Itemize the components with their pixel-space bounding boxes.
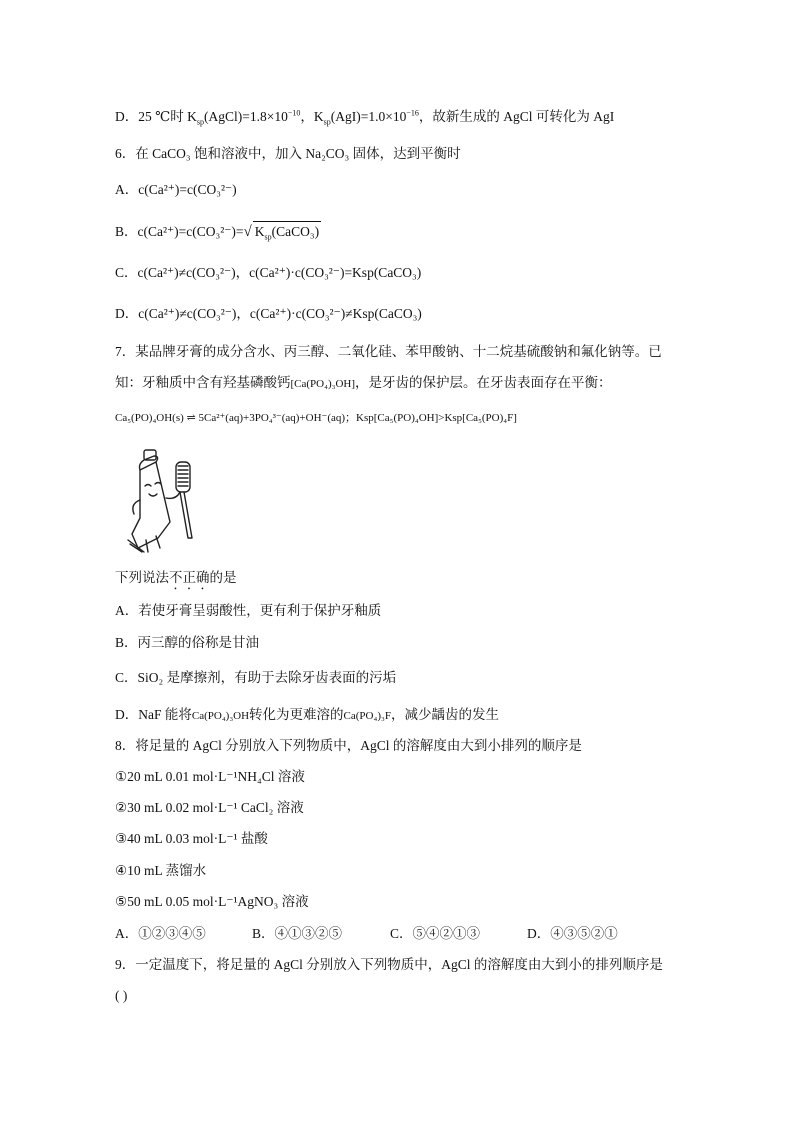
separator: ， — [300, 109, 314, 124]
ksp-agi-exponent: −16 — [406, 108, 419, 118]
q8-item-4: ④10 mL 蒸馏水 — [115, 863, 207, 878]
q7-option-b: B．丙三醇的俗称是甘油 — [115, 635, 260, 650]
ksp-agcl-value: (AgCl)=1.8×10 — [203, 109, 288, 124]
ksp-subscript: sp — [323, 117, 331, 127]
q6-b-text: B．c(Ca²⁺)=c(CO₃²⁻)= — [115, 224, 244, 239]
q9-stem: 9．一定温度下，将足量的 AgCl 分别放入下列物质中，AgCl 的溶解度由大到小的排列顺序是 — [115, 957, 663, 972]
q8-option-b: B．④①③②⑤ — [252, 926, 343, 941]
q6-option-b — [115, 221, 321, 242]
q9-answer-blank: ( ) — [115, 988, 128, 1003]
ksp-symbol: K — [313, 109, 324, 124]
q5-option-d — [115, 107, 614, 127]
hydroxyapatite-formula: [Ca(PO₄)₃OH] — [290, 378, 355, 390]
q7-prompt-text: 的是 — [209, 570, 237, 585]
q6-option-a: A．c(Ca²⁺)=c(CO₃²⁻) — [115, 182, 237, 197]
q8-stem: 8．将足量的 AgCl 分别放入下列物质中，AgCl 的溶解度由大到小排列的顺序是 — [115, 738, 582, 753]
q7-option-d — [115, 705, 499, 726]
hydroxyapatite-formula: Ca(PO₄)₃OH — [191, 710, 250, 722]
q7-stem-text: 知：牙釉质中含有羟基磷酸钙 — [115, 375, 291, 390]
sqrt-sign: √ — [243, 224, 252, 240]
q7-option-c: C．SiO₂ 是摩擦剂，有助于去除牙齿表面的污垢 — [115, 670, 397, 685]
q7-stem-line1: 7．某品牌牙膏的成分含水、丙三醇、二氧化硅、苯甲酸钠、十二烷基硫酸钠和氟化钠等。已 — [115, 344, 662, 359]
q8-item-3: ③40 mL 0.03 mol·L⁻¹ 盐酸 — [115, 831, 268, 846]
q7-d-text: ，减少龋齿的发生 — [390, 707, 499, 722]
q7-stem-line2 — [115, 373, 612, 394]
ksp-agcl-exponent: −10 — [287, 108, 301, 118]
ksp-symbol: K — [187, 109, 197, 124]
ksp-subscript: sp — [196, 117, 204, 127]
caco3-formula: (CaCO₃) — [271, 224, 320, 239]
q8-item-2: ②30 mL 0.02 mol·L⁻¹ CaCl₂ 溶液 — [115, 800, 304, 815]
q5-d-text: D．25 ℃时 — [115, 109, 184, 124]
q8-option-a: A．①②③④⑤ — [115, 926, 206, 941]
q7-prompt-text: 下列说法 — [115, 570, 169, 585]
q8-item-1: ①20 mL 0.01 mol·L⁻¹NH₄Cl 溶液 — [115, 769, 305, 784]
q8-item-5: ⑤50 mL 0.05 mol·L⁻¹AgNO₃ 溶液 — [115, 894, 309, 909]
q5-d-conclusion: ，故新生成的 AgCl 可转化为 AgI — [418, 109, 615, 124]
fluorapatite-formula: Ca(PO₄)₃F — [343, 710, 391, 722]
q7-option-a: A．若使牙膏呈弱酸性，更有利于保护牙釉质 — [115, 603, 382, 618]
sqrt-content — [253, 221, 321, 242]
q6-stem: 6．在 CaCO₃ 饱和溶液中，加入 Na₂CO₃ 固体，达到平衡时 — [115, 146, 461, 161]
q7-stem-text: ，是牙齿的保护层。在牙齿表面存在平衡： — [355, 375, 612, 390]
q8-option-d: D．④③⑤②① — [527, 926, 618, 941]
q7-d-text: D．NaF 能将 — [115, 707, 192, 722]
toothpaste-cartoon-image — [118, 448, 202, 556]
q7-d-text: 转化为更难溶的 — [249, 707, 344, 722]
q7-prompt — [115, 568, 237, 593]
ksp-agi-value: (AgI)=1.0×10 — [330, 109, 407, 124]
toothpaste-drawing — [118, 448, 202, 556]
q7-equilibrium-equation: Ca₅(PO)₄OH(s) ⇌ 5Ca²⁺(aq)+3PO₄³⁻(aq)+OH⁻(aq)；Ksp[Ca₅(PO)₄OH]>Ksp[Ca₅(PO)₄F] — [115, 412, 517, 424]
q6-option-d: D．c(Ca²⁺)≠c(CO₃²⁻)，c(Ca²⁺)·c(CO₃²⁻)≠Ksp(CaCO₃) — [115, 306, 422, 321]
q6-option-c: C．c(Ca²⁺)≠c(CO₃²⁻)，c(Ca²⁺)·c(CO₃²⁻)=Ksp(CaCO₃) — [115, 265, 422, 280]
q7-prompt-emphasis: 不正确 — [169, 570, 210, 585]
ksp-subscript: sp — [264, 232, 272, 242]
ksp-symbol: K — [254, 224, 265, 239]
q8-option-c: C．⑤④②①③ — [390, 926, 481, 941]
